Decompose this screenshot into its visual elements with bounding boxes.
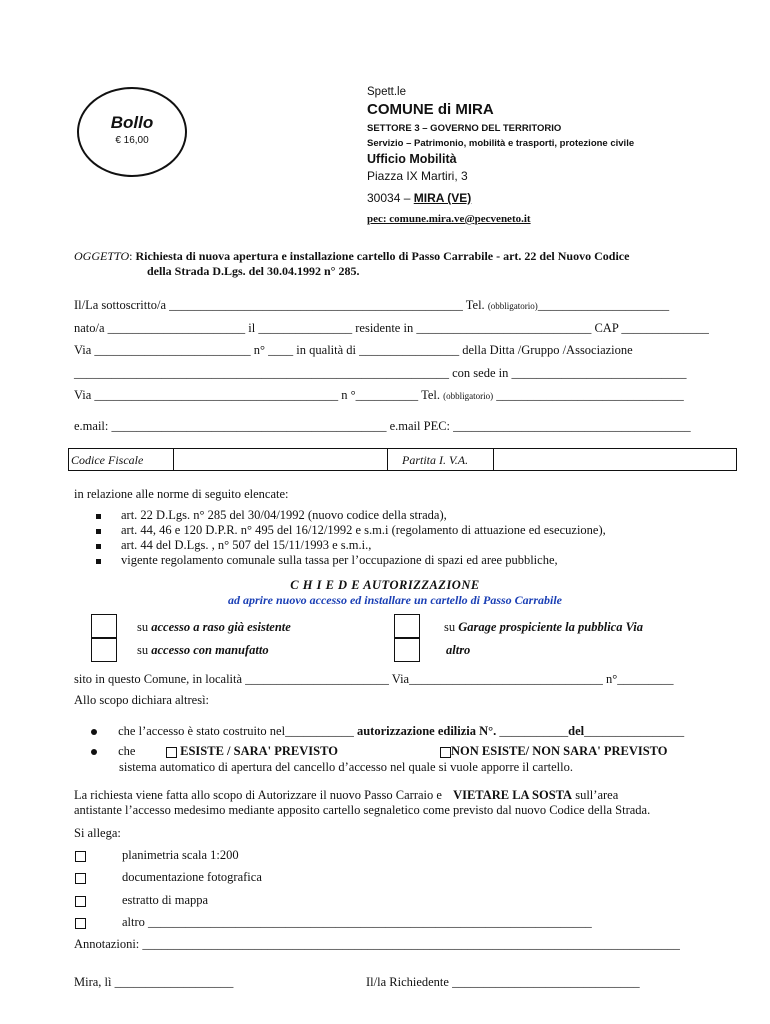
declare-b1-line: ___________ xyxy=(499,724,569,738)
bullet-icon xyxy=(91,729,97,735)
option-2-label xyxy=(137,643,269,658)
declare-b1-line-2: ________________ xyxy=(584,724,685,738)
option-3-checkbox[interactable] xyxy=(394,614,420,638)
declare-b2-che: che xyxy=(118,744,136,758)
field-sottoscritto-text: Il/La sottoscritto/a _______________________________________________ Tel. xyxy=(74,298,485,312)
purpose-text-1: La richiesta viene fatta allo scopo di Autorizzare il nuovo Passo Carraio e xyxy=(74,788,442,802)
attachment-item[interactable] xyxy=(75,915,592,930)
field-tel-line-1: _____________________ xyxy=(537,298,670,312)
partita-iva-cell[interactable] xyxy=(493,449,735,470)
bollo-title: Bollo xyxy=(110,113,154,132)
option-su: su xyxy=(137,620,149,634)
declare-option-exists[interactable] xyxy=(166,744,338,759)
recipient-city: MIRA (VE) xyxy=(413,191,472,205)
option-1-checkbox[interactable] xyxy=(91,614,117,638)
attachment-item[interactable] xyxy=(75,893,208,908)
recipient-address: Piazza IX Martiri, 3 xyxy=(367,169,468,183)
recipient-sector: SETTORE 3 – GOVERNO DEL TERRITORIO xyxy=(367,123,562,134)
partita-iva-label: Partita I. V.A. xyxy=(402,453,469,467)
declare-exists-label: ESISTE / SARA' PREVISTO xyxy=(180,744,338,758)
option-2-checkbox[interactable] xyxy=(91,638,117,662)
declare-b1-del: del xyxy=(568,724,585,738)
checkbox-icon[interactable] xyxy=(75,896,86,907)
norm-item-text: art. 44, 46 e 120 D.P.R. n° 495 del 16/12/1992 e s.m.i (regolamento di attuazione ed esecuzione), xyxy=(121,523,606,537)
norm-item-text: vigente regolamento comunale sulla tassa per l’occupazione di spazi ed aree pubbliche, xyxy=(121,553,558,567)
subject-line-1: OGGETTO: Richiesta di nuova apertura e installazione cartello di Passo Carrabile - art. 22 del Nuovo Codice xyxy=(74,249,630,263)
option-3-label xyxy=(444,620,643,635)
field-obbligatorio-2: (obbligatorio) xyxy=(443,391,494,401)
recipient-salutation: Spett.le xyxy=(367,86,406,98)
option-1-text: accesso a raso già esistente xyxy=(151,620,291,634)
recipient-name: COMUNE di MIRA xyxy=(367,101,494,118)
recipient-cap: 30034 – xyxy=(367,191,411,205)
field-via-1[interactable]: Via _________________________ n° ____ in qualità di ________________ della Ditta /Gruppo /Associazione xyxy=(74,343,633,357)
field-via-2-text: Via _______________________________________ n °__________ Tel. xyxy=(74,388,440,402)
bollo-stamp xyxy=(77,87,187,177)
norm-item xyxy=(96,508,447,523)
checkbox-icon[interactable] xyxy=(75,873,86,884)
field-obbligatorio-1: (obbligatorio) xyxy=(487,301,538,311)
declare-b1-auth: autorizzazione edilizia N°. xyxy=(356,724,497,738)
field-via-2[interactable] xyxy=(74,388,684,403)
field-sottoscritto[interactable] xyxy=(74,298,669,313)
codice-fiscale-label: Codice Fiscale xyxy=(71,453,144,467)
subject-text-1: Richiesta di nuova apertura e installazione cartello di Passo Carrabile - art. 22 del Nuovo Codice xyxy=(135,249,630,263)
codice-fiscale-cell[interactable] xyxy=(173,449,388,470)
option-4-label: altro xyxy=(446,643,471,657)
attachment-label: documentazione fotografica xyxy=(122,870,262,884)
place-date-field[interactable]: Mira, lì ___________________ xyxy=(74,975,234,989)
attachment-label: altro _______________________________________________________________________ xyxy=(122,915,592,929)
recipient-pec[interactable]: pec: comune.mira.ve@pecveneto.it xyxy=(367,213,531,225)
purpose-area: sull’area xyxy=(575,788,619,802)
checkbox-icon[interactable] xyxy=(166,747,177,758)
norm-item-text: art. 44 del D.Lgs. , n° 507 del 15/11/1993 e s.m.i., xyxy=(121,538,372,552)
declare-bullet-1 xyxy=(91,724,684,739)
recipient-city-line xyxy=(367,191,471,205)
bullet-icon xyxy=(91,749,97,755)
norm-item xyxy=(96,553,558,568)
attachment-label: estratto di mappa xyxy=(122,893,209,907)
declare-not-exists-label: NON ESISTE/ NON SARA' PREVISTO xyxy=(451,744,668,758)
option-3-text: Garage prospiciente la pubblica Via xyxy=(458,620,643,634)
declare-intro: Allo scopo dichiara altresì: xyxy=(74,693,210,707)
declare-b1-text: che l’accesso è stato costruito nel___________ xyxy=(118,724,354,738)
field-sede[interactable]: ____________________________________________________________ con sede in ____________________________ xyxy=(74,366,687,380)
field-email[interactable]: e.mail: ____________________________________________ e.mail PEC: ______________________________________ xyxy=(74,419,691,433)
option-su: su xyxy=(137,643,149,657)
attachment-label: planimetria scala 1:200 xyxy=(122,848,239,862)
norm-item xyxy=(96,523,606,538)
purpose-vietare: VIETARE LA SOSTA xyxy=(453,788,573,802)
field-nato[interactable]: nato/a ______________________ il _______________ residente in ____________________________ CAP ______________ xyxy=(74,321,709,335)
attachment-item[interactable] xyxy=(75,870,262,885)
norm-item xyxy=(96,538,371,553)
attachments-intro: Si allega: xyxy=(74,826,121,840)
checkbox-icon[interactable] xyxy=(440,747,451,758)
declare-bullet-2 xyxy=(91,744,135,759)
norms-intro: in relazione alle norme di seguito elencate: xyxy=(74,487,289,501)
recipient-office: Ufficio Mobilità xyxy=(367,152,457,166)
annotations-field[interactable]: Annotazioni: ______________________________________________________________________________________ xyxy=(74,937,680,951)
partita-iva-label-cell xyxy=(387,449,494,470)
fiscal-table xyxy=(68,448,737,471)
attachment-item[interactable] xyxy=(75,848,239,863)
purpose-line-1 xyxy=(74,788,618,803)
option-1-label xyxy=(137,620,291,635)
purpose-line-2: antistante l’accesso medesimo mediante apposito cartello segnaletico come previsto dal nuovo Codice della Strada. xyxy=(74,803,651,817)
option-2-text: accesso con manufatto xyxy=(151,643,269,657)
option-su: su xyxy=(444,620,456,634)
norm-item-text: art. 22 D.Lgs. n° 285 del 30/04/1992 (nuovo codice della strada), xyxy=(121,508,447,522)
applicant-signature-field[interactable]: Il/la Richiedente ______________________________ xyxy=(366,975,640,989)
declare-option-not-exists[interactable] xyxy=(440,744,668,759)
field-tel-line-2: ______________________________ xyxy=(496,388,684,402)
declare-b2-text: sistema automatico di apertura del cancello d’accesso nel quale si vuole apporre il cartello. xyxy=(119,760,573,774)
recipient-service: Servizio – Patrimonio, mobilità e trasporti, protezione civile xyxy=(367,138,635,149)
checkbox-icon[interactable] xyxy=(75,851,86,862)
subject-label: OGGETTO xyxy=(74,249,130,263)
option-4-checkbox[interactable] xyxy=(394,638,420,662)
request-title: C H I E D E AUTORIZZAZIONE xyxy=(290,578,480,592)
checkbox-icon[interactable] xyxy=(75,918,86,929)
bollo-price: € 16,00 xyxy=(115,135,149,146)
request-subtitle: ad aprire nuovo accesso ed installare un cartello di Passo Carrabile xyxy=(227,593,562,607)
location-line[interactable]: sito in questo Comune, in località _______________________ Via_______________________________ n°_________ xyxy=(74,672,674,686)
subject-text-2: della Strada D.Lgs. del 30.04.1992 n° 285. xyxy=(147,264,360,278)
